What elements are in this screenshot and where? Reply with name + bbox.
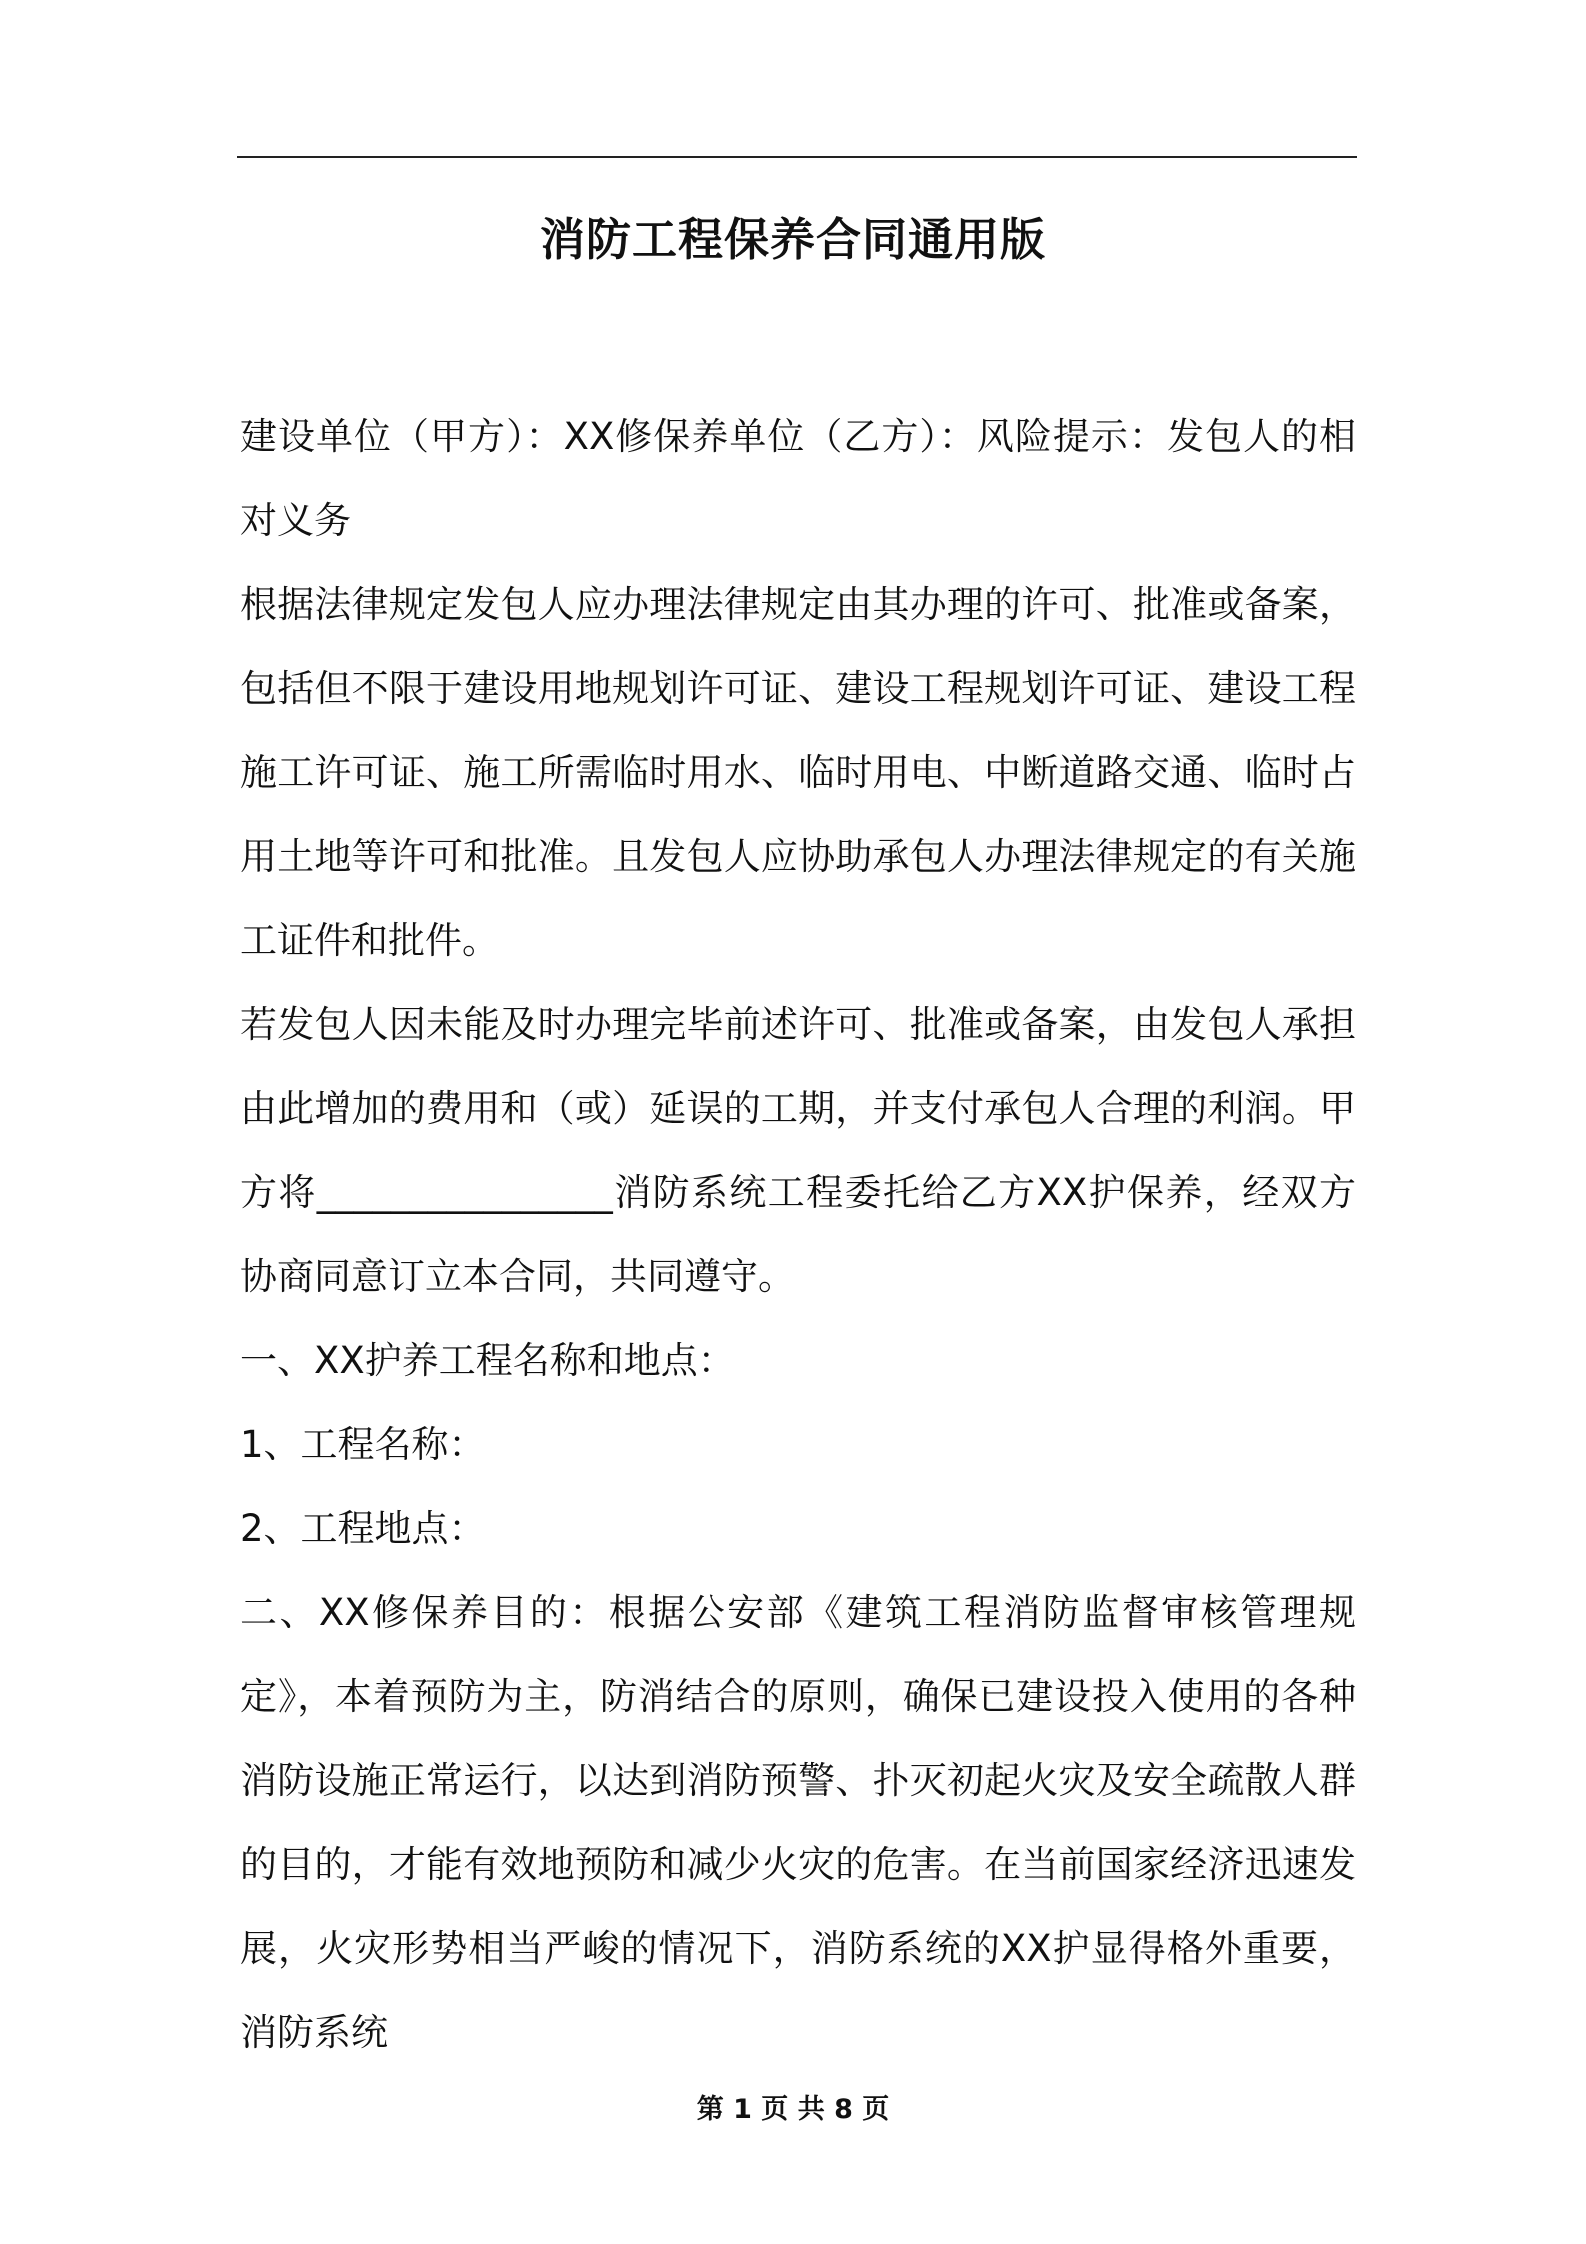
page-number-footer: 第 1 页 共 8 页 (696, 2094, 890, 2125)
section-heading-project-name-location: 一、XX护养工程名称和地点： (240, 1339, 735, 1382)
header-rule (237, 156, 1357, 158)
paragraph-parties: 建设单位（甲方）：XX修保养单位（乙方）：风险提示：发包人的相对义务 (240, 415, 1356, 542)
document-title: 消防工程保养合同通用版 (539, 213, 1046, 266)
field-project-name: 1、工程名称： (240, 1423, 486, 1466)
document-body (240, 395, 1356, 2075)
section-maintenance-purpose: 二、XX修保养目的：根据公安部《建筑工程消防监督审核管理规定》，本着预防为主，防消结合的原则，确保已建设投入使用的各种消防设施正常运行，以达到消防预警、扑灭初起火灾及安全疏散人群的目的，才能有效地预防和减少火灾的危害。在当前国家经济迅速发展，火灾形势相当严峻的情况下，消防系统的XX护显得格外重要，消防系统 (240, 1591, 1356, 2054)
paragraph-delay-liability: 若发包人因未能及时办理完毕前述许可、批准或备案，由发包人承担由此增加的费用和（或）延误的工期，并支付承包人合理的利润。甲方将________________消防系统工程委托给乙方XX护保养，经双方协商同意订立本合同，共同遵守。 (240, 1003, 1356, 1298)
field-project-location: 2、工程地点： (240, 1507, 486, 1550)
paragraph-employer-obligations: 根据法律规定发包人应办理法律规定由其办理的许可、批准或备案，包括但不限于建设用地规划许可证、建设工程规划许可证、建设工程施工许可证、施工所需临时用水、临时用电、中断道路交通、临时占用土地等许可和批准。且发包人应协助承包人办理法律规定的有关施工证件和批件。 (240, 583, 1356, 962)
